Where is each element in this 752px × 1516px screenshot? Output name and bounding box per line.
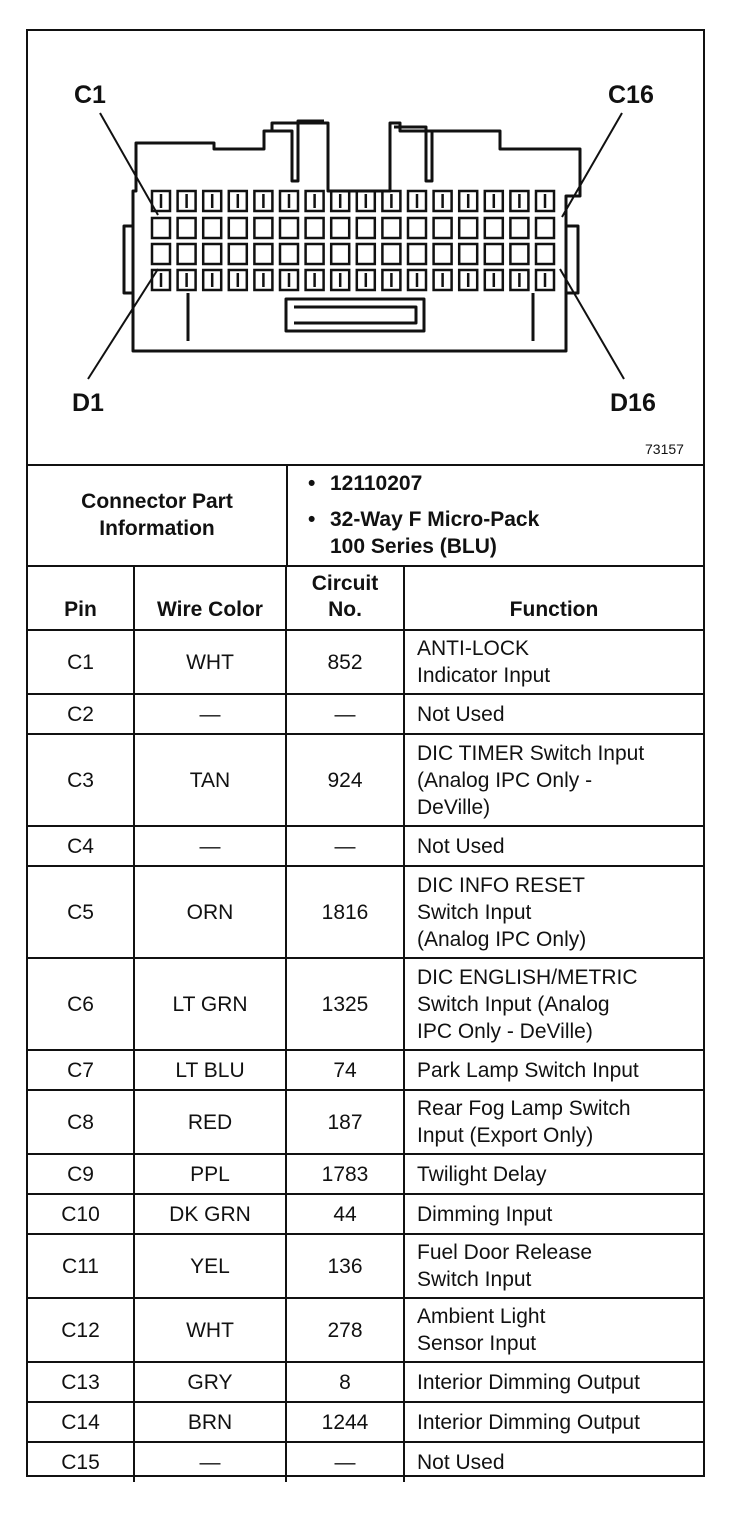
circuit-cell: 187 <box>286 1090 404 1154</box>
circuit-cell: 852 <box>286 630 404 694</box>
pin-cavity <box>152 244 170 264</box>
part-info-label-line1: Connector Part <box>81 489 233 513</box>
pin-cavity <box>357 244 375 264</box>
key-slot-inner <box>294 307 416 323</box>
table-row <box>28 1154 703 1194</box>
pin-cavity <box>459 218 477 238</box>
part-info-label <box>28 464 288 565</box>
pin-cavity <box>459 244 477 264</box>
function-line: (Analog IPC Only - <box>417 768 593 792</box>
function-line: Input (Export Only) <box>417 1124 594 1147</box>
table-row <box>28 1090 703 1154</box>
pin-cavity <box>331 218 349 238</box>
pin-cavity <box>485 244 503 264</box>
pin-cell: C8 <box>28 1090 134 1154</box>
circuit-cell: 278 <box>286 1298 404 1362</box>
function-cell <box>404 958 703 1050</box>
pin-cell: C15 <box>28 1442 134 1482</box>
wire-color-cell: ORN <box>134 866 286 958</box>
function-line: IPC Only - DeVille) <box>417 1019 593 1043</box>
pin-cavity <box>408 218 426 238</box>
wire-color-cell: — <box>134 826 286 866</box>
pin-cell: C2 <box>28 694 134 734</box>
pin-cell: C1 <box>28 630 134 694</box>
pin-cavity <box>536 218 554 238</box>
leader-c16 <box>562 113 622 217</box>
pin-cavity <box>254 244 272 264</box>
wire-color-cell: LT GRN <box>134 958 286 1050</box>
function-cell <box>404 1050 703 1090</box>
function-cell <box>404 1442 703 1482</box>
pin-cell: C3 <box>28 734 134 826</box>
latch-left <box>272 121 324 181</box>
pin-cell: C14 <box>28 1402 134 1442</box>
pin-cavity <box>510 244 528 264</box>
wire-color-cell: WHT <box>134 1298 286 1362</box>
table-row <box>28 1298 703 1362</box>
header-pin: Pin <box>28 566 134 630</box>
circuit-cell: 1325 <box>286 958 404 1050</box>
function-cell <box>404 694 703 734</box>
leader-d16 <box>560 269 624 379</box>
pin-cavity <box>203 218 221 238</box>
function-line: ANTI-LOCK <box>417 637 530 660</box>
pin-cavity <box>306 218 324 238</box>
part-number: 12110207 <box>330 472 423 495</box>
pin-cell: C9 <box>28 1154 134 1194</box>
label-d16: D16 <box>610 389 656 417</box>
function-line: Indicator Input <box>417 664 551 687</box>
bullet-icon: • <box>308 508 316 531</box>
leader-c1 <box>100 113 158 215</box>
part-number-item <box>308 472 423 496</box>
pin-cavity <box>434 244 452 264</box>
function-line: Switch Input (Analog <box>417 992 610 1016</box>
function-cell <box>404 734 703 826</box>
function-cell <box>404 866 703 958</box>
function-line: Not Used <box>417 834 505 858</box>
pin-cavity <box>178 244 196 264</box>
pin-cavity <box>331 244 349 264</box>
circuit-cell: — <box>286 1442 404 1482</box>
pin-cavity <box>306 244 324 264</box>
function-line: DeVille) <box>417 795 491 819</box>
latch-right <box>394 127 448 181</box>
pin-cell: C5 <box>28 866 134 958</box>
function-line: Switch Input <box>417 1268 532 1291</box>
circuit-cell: 1244 <box>286 1402 404 1442</box>
circuit-cell: 1783 <box>286 1154 404 1194</box>
pin-cavity <box>536 244 554 264</box>
table-row <box>28 694 703 734</box>
function-cell <box>404 630 703 694</box>
function-cell <box>404 1154 703 1194</box>
table-row <box>28 1402 703 1442</box>
part-description-item <box>308 506 540 560</box>
pin-cavity <box>382 218 400 238</box>
pin-cell: C12 <box>28 1298 134 1362</box>
function-line: Twilight Delay <box>417 1162 547 1186</box>
circuit-cell: 8 <box>286 1362 404 1402</box>
wire-color-cell: — <box>134 1442 286 1482</box>
pinout-table <box>28 565 703 1482</box>
header-circuit-line2: No. <box>328 598 362 621</box>
connector-part-info <box>28 464 703 567</box>
pin-cavity <box>280 244 298 264</box>
function-line: Not Used <box>417 1451 505 1474</box>
pin-cavity <box>229 244 247 264</box>
table-row <box>28 826 703 866</box>
wire-color-cell: LT BLU <box>134 1050 286 1090</box>
function-line: Fuel Door Release <box>417 1241 593 1264</box>
wire-color-cell: RED <box>134 1090 286 1154</box>
table-row <box>28 866 703 958</box>
function-cell <box>404 1362 703 1402</box>
key-slot <box>286 299 424 331</box>
pin-cell: C11 <box>28 1234 134 1298</box>
wire-color-cell: TAN <box>134 734 286 826</box>
pin-cavity <box>434 218 452 238</box>
function-line: (Analog IPC Only) <box>417 927 587 951</box>
pin-cell: C4 <box>28 826 134 866</box>
table-row <box>28 958 703 1050</box>
function-line: Sensor Input <box>417 1332 537 1355</box>
pin-cavity <box>485 218 503 238</box>
wire-color-cell: DK GRN <box>134 1194 286 1234</box>
header-circuit-line1: Circuit <box>311 572 379 595</box>
header-circuit <box>286 566 404 630</box>
function-cell <box>404 1194 703 1234</box>
connector-face-drawing <box>28 31 703 464</box>
function-line: DIC INFO RESET <box>417 873 586 897</box>
function-line: DIC TIMER Switch Input <box>417 741 645 765</box>
function-line: DIC ENGLISH/METRIC <box>417 965 638 989</box>
function-line: Dimming Input <box>417 1202 553 1226</box>
header-function: Function <box>404 566 703 630</box>
pin-cavity <box>382 244 400 264</box>
pinout-table-body <box>28 630 703 1482</box>
circuit-cell: 74 <box>286 1050 404 1090</box>
wire-color-cell: BRN <box>134 1402 286 1442</box>
pin-cavity <box>178 218 196 238</box>
part-description-line1: 32-Way F Micro-Pack <box>330 508 540 531</box>
pin-cavity <box>280 218 298 238</box>
label-c16: C16 <box>608 81 654 109</box>
table-row <box>28 734 703 826</box>
table-row <box>28 630 703 694</box>
pin-grid <box>152 191 554 290</box>
pin-cavity <box>203 244 221 264</box>
function-cell <box>404 826 703 866</box>
function-line: Rear Fog Lamp Switch <box>417 1097 631 1120</box>
connector-sheet <box>26 29 705 1477</box>
connector-diagram <box>28 31 703 466</box>
pin-cavity <box>357 218 375 238</box>
part-description-line2: 100 Series (BLU) <box>330 535 497 558</box>
function-cell <box>404 1298 703 1362</box>
header-wire-color: Wire Color <box>134 566 286 630</box>
pin-cavity <box>152 218 170 238</box>
function-line: Ambient Light <box>417 1305 546 1328</box>
pin-cavity <box>229 218 247 238</box>
function-line: Switch Input <box>417 900 532 924</box>
circuit-cell: — <box>286 826 404 866</box>
pin-cell: C13 <box>28 1362 134 1402</box>
table-row <box>28 1362 703 1402</box>
label-d1: D1 <box>72 389 104 417</box>
table-header-row <box>28 566 703 630</box>
pin-cell: C6 <box>28 958 134 1050</box>
figure-id: 73157 <box>645 441 684 457</box>
function-line: Interior Dimming Output <box>417 1410 640 1434</box>
wire-color-cell: — <box>134 694 286 734</box>
wire-color-cell: WHT <box>134 630 286 694</box>
bullet-icon: • <box>308 472 316 495</box>
pin-cavity <box>408 244 426 264</box>
table-row <box>28 1442 703 1482</box>
wire-color-cell: PPL <box>134 1154 286 1194</box>
function-line: Park Lamp Switch Input <box>417 1058 639 1082</box>
pin-cell: C10 <box>28 1194 134 1234</box>
circuit-cell: 136 <box>286 1234 404 1298</box>
table-row <box>28 1194 703 1234</box>
table-row <box>28 1234 703 1298</box>
function-line: Interior Dimming Output <box>417 1370 640 1394</box>
label-c1: C1 <box>74 81 106 109</box>
function-cell <box>404 1402 703 1442</box>
wire-color-cell: GRY <box>134 1362 286 1402</box>
part-info-label-line2: Information <box>99 516 215 540</box>
pin-cavity <box>254 218 272 238</box>
circuit-cell: — <box>286 694 404 734</box>
circuit-cell: 924 <box>286 734 404 826</box>
part-info-values <box>288 464 703 565</box>
circuit-cell: 44 <box>286 1194 404 1234</box>
function-cell <box>404 1090 703 1154</box>
function-cell <box>404 1234 703 1298</box>
circuit-cell: 1816 <box>286 866 404 958</box>
function-line: Not Used <box>417 702 505 726</box>
wire-color-cell: YEL <box>134 1234 286 1298</box>
pin-cell: C7 <box>28 1050 134 1090</box>
table-row <box>28 1050 703 1090</box>
pin-cavity <box>510 218 528 238</box>
